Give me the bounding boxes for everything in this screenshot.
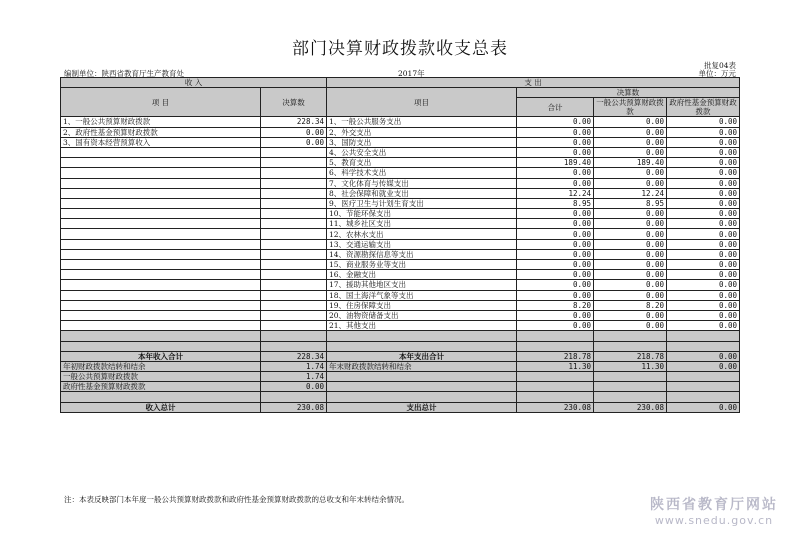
- table-row: [61, 310, 740, 320]
- expense-total: 0.00: [517, 168, 594, 178]
- carry-fund-label: 政府性基金预算财政拨款: [61, 382, 261, 392]
- expense-general: 0.00: [594, 249, 667, 259]
- expense-total-label: 本年支出合计: [327, 351, 517, 361]
- expense-total: 0.00: [517, 229, 594, 239]
- income-item: [61, 260, 261, 270]
- expense-total: 0.00: [517, 239, 594, 249]
- expense-fund: 0.00: [667, 209, 740, 219]
- income-amount: [261, 229, 327, 239]
- expense-total: 0.00: [517, 321, 594, 331]
- header-row-2: [61, 88, 740, 98]
- income-amount: [261, 239, 327, 249]
- expense-fund: 0.00: [667, 290, 740, 300]
- year-label: 2017年: [398, 69, 425, 78]
- carry-general-row: [61, 372, 740, 382]
- income-amount: [261, 198, 327, 208]
- footnote: 注：本表反映部门本年度一般公共预算财政拨款和政府性基金预算财政拨款的总收支和年末转结余情况。: [64, 495, 409, 504]
- expense-total: 0.00: [517, 219, 594, 229]
- carry-in-label: 年初财政拨款结转和结余: [61, 361, 261, 371]
- header-row-1: [61, 78, 740, 88]
- expense-general: 0.00: [594, 209, 667, 219]
- income-amount: [261, 178, 327, 188]
- grand-out-label: 支出总计: [327, 402, 517, 412]
- carry-general-value: 1.74: [261, 372, 327, 382]
- fund-header: 政府性基金预算财政拨款: [667, 98, 740, 117]
- expense-fund: 0.00: [667, 229, 740, 239]
- expense-fund: 0.00: [667, 168, 740, 178]
- income-amount: [261, 270, 327, 280]
- expense-fund: 0.00: [667, 280, 740, 290]
- expense-total: 0.00: [517, 280, 594, 290]
- expense-amount-header: 决算数: [517, 88, 740, 98]
- expense-fund: 0.00: [667, 321, 740, 331]
- expense-general: 12.24: [594, 188, 667, 198]
- income-amount: [261, 147, 327, 157]
- expense-general: 0.00: [594, 270, 667, 280]
- expense-total: 0.00: [517, 147, 594, 157]
- income-amount: 0.00: [261, 127, 327, 137]
- income-item: [61, 321, 261, 331]
- income-amount: [261, 249, 327, 259]
- income-item: 2、政府性基金预算财政拨款: [61, 127, 261, 137]
- expense-total: 0.00: [517, 249, 594, 259]
- form-code: 批复04表: [703, 61, 736, 70]
- expense-total: 0.00: [517, 137, 594, 147]
- carry-out-fund: 0.00: [667, 361, 740, 371]
- table-row: [61, 168, 740, 178]
- income-amount: [261, 260, 327, 270]
- grand-out-fund: 0.00: [667, 402, 740, 412]
- expense-general: 0.00: [594, 239, 667, 249]
- carry-fund-row: [61, 382, 740, 392]
- expense-item: 6、科学技术支出: [327, 168, 517, 178]
- income-amount: [261, 168, 327, 178]
- grand-out-general: 230.08: [594, 402, 667, 412]
- expense-general: 8.95: [594, 198, 667, 208]
- expense-general: 0.00: [594, 168, 667, 178]
- expense-total-fund: 0.00: [667, 351, 740, 361]
- income-item: [61, 310, 261, 320]
- table-row: [61, 249, 740, 259]
- expense-total: 0.00: [517, 260, 594, 270]
- table-row: [61, 117, 740, 127]
- expense-total: 12.24: [517, 188, 594, 198]
- expense-general: 0.00: [594, 117, 667, 127]
- expense-fund: 0.00: [667, 127, 740, 137]
- page-title: 部门决算财政拨款收支总表: [292, 39, 508, 59]
- income-item: [61, 300, 261, 310]
- income-amount: 0.00: [261, 137, 327, 147]
- expense-general: 0.00: [594, 290, 667, 300]
- income-amount: [261, 219, 327, 229]
- site-watermark: [650, 494, 778, 527]
- carry-fund-value: 0.00: [261, 382, 327, 392]
- expense-fund: 0.00: [667, 178, 740, 188]
- income-amount: 228.34: [261, 117, 327, 127]
- income-amount: [261, 188, 327, 198]
- expense-item: 1、一般公共服务支出: [327, 117, 517, 127]
- income-amount: [261, 158, 327, 168]
- expense-general: 0.00: [594, 280, 667, 290]
- expense-total: 8.95: [517, 198, 594, 208]
- income-amount: [261, 290, 327, 300]
- income-item-header: 项 目: [61, 88, 261, 117]
- expense-general: 0.00: [594, 219, 667, 229]
- expense-item: 17、援助其他地区支出: [327, 280, 517, 290]
- expense-fund: 0.00: [667, 188, 740, 198]
- expense-fund: 0.00: [667, 310, 740, 320]
- income-item: [61, 188, 261, 198]
- expense-item: 4、公共安全支出: [327, 147, 517, 157]
- expense-item: 7、文化体育与传媒支出: [327, 178, 517, 188]
- expense-general: 0.00: [594, 321, 667, 331]
- table-row: [61, 137, 740, 147]
- grand-out-value: 230.08: [517, 402, 594, 412]
- expense-fund: 0.00: [667, 270, 740, 280]
- expense-total: 0.00: [517, 178, 594, 188]
- table-row: [61, 147, 740, 157]
- expense-total: 0.00: [517, 117, 594, 127]
- expense-total: 0.00: [517, 290, 594, 300]
- expense-item: 15、商业服务业等支出: [327, 260, 517, 270]
- expense-total-value: 218.78: [517, 351, 594, 361]
- table-row: [61, 239, 740, 249]
- income-item: [61, 168, 261, 178]
- expense-item: 19、住房保障支出: [327, 300, 517, 310]
- blank-row: [61, 341, 740, 351]
- income-item: [61, 290, 261, 300]
- income-item: [61, 229, 261, 239]
- income-amount: [261, 321, 327, 331]
- expense-item: 2、外交支出: [327, 127, 517, 137]
- expense-fund: 0.00: [667, 137, 740, 147]
- total-header: 合计: [517, 98, 594, 117]
- expense-item: 13、交通运输支出: [327, 239, 517, 249]
- income-item: 1、一般公共预算财政拨款: [61, 117, 261, 127]
- blank-row: [61, 331, 740, 341]
- expense-general: 0.00: [594, 178, 667, 188]
- table-row: [61, 188, 740, 198]
- unit-label: 编制单位：陕西省教育厅生产教育处: [64, 69, 184, 78]
- income-item: [61, 198, 261, 208]
- income-total-label: 本年收入合计: [61, 351, 261, 361]
- expense-general: 0.00: [594, 229, 667, 239]
- expense-item: 20、油物资储备支出: [327, 310, 517, 320]
- carry-out-label: 年末财政拨款结转和结余: [327, 361, 517, 371]
- income-amount: [261, 280, 327, 290]
- expense-general: 0.00: [594, 137, 667, 147]
- expense-item: 8、社会保障和就业支出: [327, 188, 517, 198]
- income-item: 3、国有资本经营预算收入: [61, 137, 261, 147]
- expense-general: 0.00: [594, 127, 667, 137]
- expense-fund: 0.00: [667, 300, 740, 310]
- expense-header: 支 出: [327, 78, 740, 88]
- carry-out-general: 11.30: [594, 361, 667, 371]
- expense-fund: 0.00: [667, 158, 740, 168]
- income-item: [61, 158, 261, 168]
- general-header: 一般公共预算财政拨款: [594, 98, 667, 117]
- income-item: [61, 209, 261, 219]
- expense-item: 21、其他支出: [327, 321, 517, 331]
- expense-item: 10、节能环保支出: [327, 209, 517, 219]
- table-row: [61, 127, 740, 137]
- grand-in-label: 收入总计: [61, 402, 261, 412]
- expense-item: 5、教育支出: [327, 158, 517, 168]
- expense-total: 189.40: [517, 158, 594, 168]
- expense-total: 8.20: [517, 300, 594, 310]
- expense-item: 16、金融支出: [327, 270, 517, 280]
- expense-item: 9、医疗卫生与计划生育支出: [327, 198, 517, 208]
- income-item: [61, 270, 261, 280]
- expense-total: 0.00: [517, 270, 594, 280]
- expense-fund: 0.00: [667, 260, 740, 270]
- blank-row: [61, 392, 740, 402]
- carry-general-label: 一般公共预算财政拨款: [61, 372, 261, 382]
- expense-fund: 0.00: [667, 198, 740, 208]
- expense-fund: 0.00: [667, 147, 740, 157]
- watermark-url: www.snedu.gov.cn: [654, 514, 774, 527]
- income-item: [61, 147, 261, 157]
- finance-table: [60, 77, 740, 413]
- grand-total-row: [61, 402, 740, 412]
- expense-total: 0.00: [517, 127, 594, 137]
- expense-fund: 0.00: [667, 239, 740, 249]
- expense-item-header: 项目: [327, 88, 517, 117]
- expense-general: 0.00: [594, 310, 667, 320]
- expense-item: 18、国土海洋气象等支出: [327, 290, 517, 300]
- table-row: [61, 290, 740, 300]
- income-amount: [261, 209, 327, 219]
- carry-out-value: 11.30: [517, 361, 594, 371]
- expense-item: 14、资源勘探信息等支出: [327, 249, 517, 259]
- carry-in-value: 1.74: [261, 361, 327, 371]
- table-row: [61, 270, 740, 280]
- income-amount-header: 决算数: [261, 88, 327, 117]
- table-row: [61, 219, 740, 229]
- income-amount: [261, 310, 327, 320]
- table-row: [61, 300, 740, 310]
- expense-item: 12、农林水支出: [327, 229, 517, 239]
- table-row: [61, 280, 740, 290]
- expense-general: 0.00: [594, 147, 667, 157]
- income-item: [61, 249, 261, 259]
- currency-label: 单位：万元: [698, 69, 736, 78]
- income-item: [61, 178, 261, 188]
- expense-general: 0.00: [594, 260, 667, 270]
- income-item: [61, 239, 261, 249]
- income-item: [61, 219, 261, 229]
- expense-fund: 0.00: [667, 249, 740, 259]
- expense-fund: 0.00: [667, 219, 740, 229]
- table-row: [61, 158, 740, 168]
- expense-item: 11、城乡社区支出: [327, 219, 517, 229]
- expense-fund: 0.00: [667, 117, 740, 127]
- expense-item: 3、国防支出: [327, 137, 517, 147]
- table-row: [61, 321, 740, 331]
- carry-row: [61, 361, 740, 371]
- table-row: [61, 260, 740, 270]
- expense-total: 0.00: [517, 209, 594, 219]
- expense-total-general: 218.78: [594, 351, 667, 361]
- income-amount: [261, 300, 327, 310]
- table-row: [61, 229, 740, 239]
- expense-general: 8.20: [594, 300, 667, 310]
- income-header: 收 入: [61, 78, 327, 88]
- table-row: [61, 209, 740, 219]
- table-row: [61, 198, 740, 208]
- grand-in-value: 230.08: [261, 402, 327, 412]
- table-row: [61, 178, 740, 188]
- watermark-name: 陕西省教育厅网站: [650, 497, 778, 513]
- income-item: [61, 280, 261, 290]
- expense-general: 189.40: [594, 158, 667, 168]
- income-total-value: 228.34: [261, 351, 327, 361]
- expense-total: 0.00: [517, 310, 594, 320]
- subtotal-row: [61, 351, 740, 361]
